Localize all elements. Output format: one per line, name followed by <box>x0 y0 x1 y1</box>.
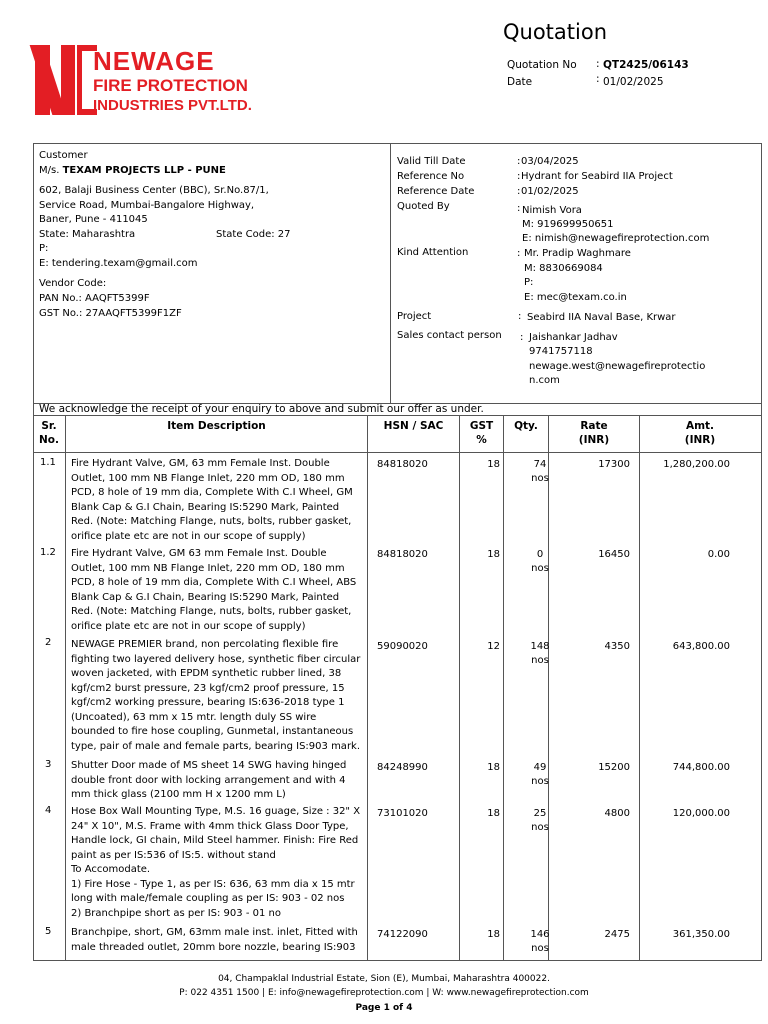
row-hsn: 84248990 <box>377 762 428 773</box>
customer-email: E: tendering.texam@gmail.com <box>39 258 198 269</box>
kind-attention-label: Kind Attention <box>397 247 469 258</box>
row-hsn: 74122090 <box>377 929 428 940</box>
customer-address-1: 602, Balaji Business Center (BBC), Sr.No.87/1, <box>39 185 269 196</box>
row-sr: 3 <box>45 759 52 770</box>
kind-attention-email: E: mec@texam.co.in <box>524 292 627 303</box>
pan-no: PAN No.: AAQFT5399F <box>39 293 150 304</box>
header-qty: Qty. <box>514 420 538 432</box>
quoted-by-name: Nimish Vora <box>522 205 582 216</box>
row-hsn: 84818020 <box>377 459 428 470</box>
customer-state-code: State Code: 27 <box>216 229 291 240</box>
row-sr: 5 <box>45 926 52 937</box>
footer-address: 04, Champaklal Industrial Estate, Sion (E), Mumbai, Maharashtra 400022. <box>218 974 550 984</box>
row-rate: 16450 <box>598 549 630 560</box>
vendor-code: Vendor Code: <box>39 278 107 289</box>
logo-line-3: INDUSTRIES PVT.LTD. <box>93 97 252 114</box>
reference-no-value: Hydrant for Seabird IIA Project <box>521 171 673 182</box>
sales-contact-email-1: newage.west@newagefireprotectio <box>529 361 706 372</box>
row-qty: 0 <box>536 549 544 560</box>
row-sr: 2 <box>45 637 52 648</box>
row-hsn: 84818020 <box>377 549 428 560</box>
quoted-by-mobile: M: 919699950651 <box>522 219 614 230</box>
row-description: Shutter Door made of MS sheet 14 SWG having hinged double front door with locking arrangement and with 4 mm thick glass (2100 mm H x 1200 mm L) <box>71 760 347 800</box>
row-rate: 2475 <box>604 929 630 940</box>
row-rate: 4800 <box>604 808 630 819</box>
row-description: NEWAGE PREMIER brand, non percolating flexible fire fighting two layered delivery hose, synthetic fiber circular woven jacketed, with EPDM synthetic rubber lined, 38 kgf/cm2 burst pressure, 23 kgf/cm2 proof pressure, 15 kgf/cm2 working pressure, bearing IS:636-2018 type 1 (Uncoated), 63 mm x 15 mtr. length duly SS wire bounded to fire hose coupling, Gunmetal, instantaneous type, pair of male and female parts, bearing IS:903 mark. <box>71 639 361 752</box>
row-qty: 25 <box>533 808 547 819</box>
row-gst: 18 <box>487 459 500 470</box>
date-label: Date <box>507 76 533 88</box>
project-label: Project <box>397 311 432 322</box>
customer-phone: P: <box>39 243 49 254</box>
row-hsn: 59090020 <box>377 641 428 652</box>
row-rate: 15200 <box>598 762 630 773</box>
row-unit: nos <box>531 563 549 574</box>
row-gst: 18 <box>487 929 500 940</box>
logo-line-1: NEWAGE <box>93 46 215 76</box>
quotation-no: QT2425/06143 <box>603 59 689 71</box>
customer-label: Customer <box>39 150 88 161</box>
row-qty: 148 <box>530 641 550 652</box>
row-sr: 1.2 <box>40 547 56 558</box>
page-number: Page 1 of 4 <box>355 1003 413 1013</box>
valid-till-value: 03/04/2025 <box>521 156 579 167</box>
logo-n-mark <box>35 45 99 115</box>
sales-contact-label: Sales contact person <box>397 330 502 341</box>
date-value: 01/02/2025 <box>603 76 664 88</box>
row-description: Branchpipe, short, GM, 63mm male inst. inlet, Fitted with male threaded outlet, 20mm bore nozzle, bearing IS:903 <box>71 927 358 953</box>
row-description: Fire Hydrant Valve, GM 63 mm Female Inst. Double Outlet, 100 mm NB Flange Inlet, 220 mm OD, 180 mm PCD, 8 hole of 19 mm dia, Complete With C.I Wheel, ABS Blank Cap & G.I Chain, Bearing IS:5290 Mark, Painted Red. (Note: Matching Flange, nuts, bolts, rubber gasket, orifice plate etc are not in our scope of supply) <box>71 548 357 632</box>
kind-attention-mobile: M: 8830669084 <box>524 263 603 274</box>
row-sr: 4 <box>45 805 52 816</box>
row-gst: 18 <box>487 808 500 819</box>
reference-no-label: Reference No <box>397 171 465 182</box>
company-logo <box>35 42 252 120</box>
footer-contact: P: 022 4351 1500 | E: info@newagefireprotection.com | W: www.newagefireprotection.com <box>179 988 589 998</box>
valid-till-label: Valid Till Date <box>397 156 466 167</box>
header-rate: Rate (INR) <box>578 420 610 446</box>
header-amount: Amt. (INR) <box>684 420 716 446</box>
project-value: Seabird IIA Naval Base, Krwar <box>527 312 676 323</box>
row-sr: 1.1 <box>40 457 56 468</box>
row-qty: 74 <box>533 459 547 470</box>
document-title: Quotation <box>503 20 608 44</box>
intro-text: We acknowledge the receipt of your enquiry to above and submit our offer as under. <box>39 403 484 415</box>
row-unit: nos <box>531 776 549 787</box>
row-unit: nos <box>531 473 549 484</box>
row-gst: 18 <box>487 762 500 773</box>
header-hsn: HSN / SAC <box>383 420 444 432</box>
customer-state: State: Maharashtra <box>39 229 136 240</box>
row-hsn: 73101020 <box>377 808 428 819</box>
sales-contact-phone: 9741757118 <box>529 346 593 357</box>
logo-line-2: FIRE PROTECTION <box>93 76 248 95</box>
row-unit: nos <box>531 943 549 954</box>
row-unit: nos <box>531 655 549 666</box>
gst-no: GST No.: 27AAQFT5399F1ZF <box>39 308 182 319</box>
row-amount: 744,800.00 <box>672 762 730 773</box>
row-description: Hose Box Wall Mounting Type, M.S. 16 guage, Size : 32" X 24" X 10", M.S. Frame with 4mm thick Glass Door Type, Handle lock, GI chain, Mild Steel hammer. Finish: Fire Red paint as per IS:536 of IS:5. without stand To Accomodate. 1) Fire Hose - Type 1, as per IS: 636, 63 mm dia x 15 mtr long with male/female coupling as per IS: 903 - 02 nos 2) Branchpipe short as per IS: 903 - 01 no <box>71 806 361 919</box>
header-gst: GST % <box>469 420 494 446</box>
row-qty: 49 <box>533 762 547 773</box>
sales-contact-name: Jaishankar Jadhav <box>529 332 618 343</box>
customer-address-2: Service Road, Mumbai-Bangalore Highway, <box>39 200 255 211</box>
row-gst: 12 <box>487 641 500 652</box>
header-sr: Sr. No. <box>39 420 59 446</box>
quotation-no-label: Quotation No <box>507 59 577 71</box>
row-description: Fire Hydrant Valve, GM, 63 mm Female Inst. Double Outlet, 100 mm NB Flange Inlet, 220 mm OD, 180 mm PCD, 8 hole of 19 mm dia, Complete With C.I Wheel, GM Blank Cap & G.I Chain, Bearing IS:5290 Mark, Painted Red. (Note: Matching Flange, nuts, bolts, rubber gasket, orifice plate etc are not in our scope of supply) <box>71 458 353 542</box>
quoted-by-label: Quoted By <box>397 201 450 212</box>
reference-date-label: Reference Date <box>397 186 475 197</box>
sales-contact-email-2: n.com <box>529 375 560 386</box>
row-amount: 0.00 <box>707 549 730 560</box>
row-rate: 17300 <box>598 459 630 470</box>
header-item-description: Item Description <box>167 420 266 432</box>
row-rate: 4350 <box>604 641 630 652</box>
quoted-by-email: E: nimish@newagefireprotection.com <box>522 233 710 244</box>
row-amount: 643,800.00 <box>672 641 730 652</box>
customer-name: M/s. TEXAM PROJECTS LLP - PUNE <box>39 165 226 176</box>
row-amount: 1,280,200.00 <box>663 459 730 470</box>
customer-address-3: Baner, Pune - 411045 <box>39 214 148 225</box>
row-gst: 18 <box>487 549 500 560</box>
reference-date-value: 01/02/2025 <box>521 186 579 197</box>
kind-attention-phone: P: <box>524 277 534 288</box>
row-unit: nos <box>531 822 549 833</box>
kind-attention-name: Mr. Pradip Waghmare <box>524 248 631 259</box>
row-amount: 361,350.00 <box>672 929 730 940</box>
row-qty: 146 <box>530 929 550 940</box>
row-amount: 120,000.00 <box>672 808 730 819</box>
